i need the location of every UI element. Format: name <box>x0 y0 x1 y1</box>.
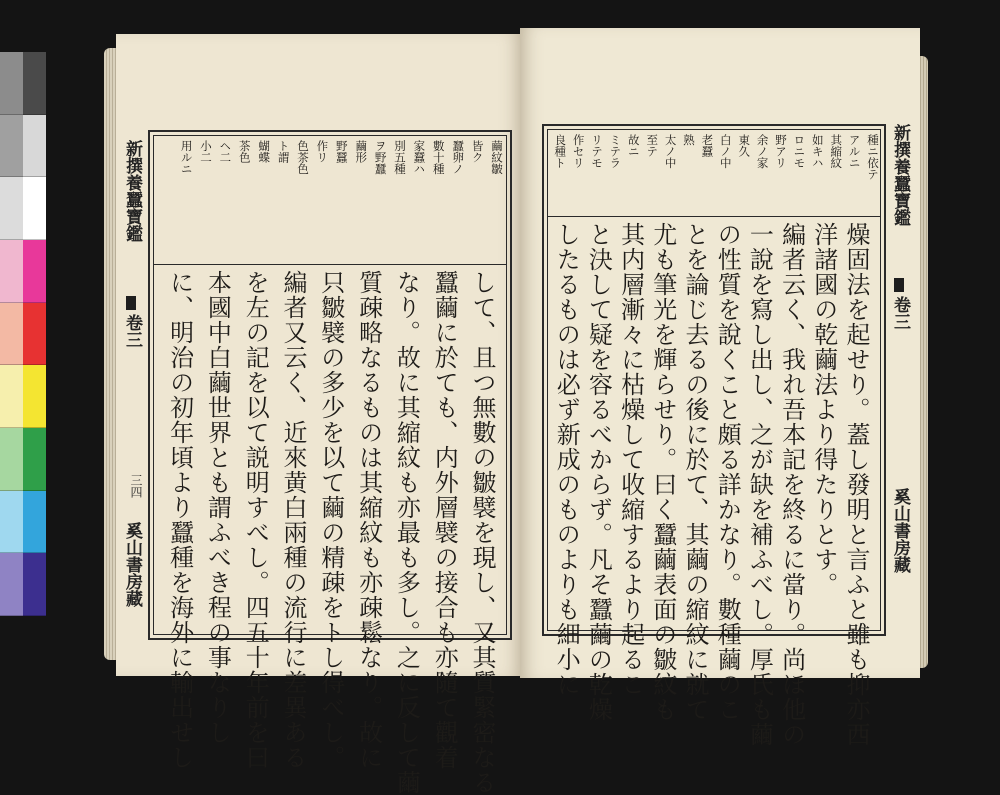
left-gutter-bar <box>126 296 136 310</box>
right-gutter-bar <box>894 278 904 292</box>
color-swatch <box>23 365 46 428</box>
note-line: 太ノ中 <box>663 134 678 169</box>
note-line: 種ニ依テ <box>866 134 880 180</box>
note-line: 熟 <box>682 134 696 146</box>
note-line: 蝴蝶 <box>257 140 272 163</box>
color-swatch <box>0 365 23 428</box>
text-line: 蠶繭に於ても、内外層襞の接合も亦隨て觀着 <box>430 270 459 770</box>
color-swatch <box>0 553 23 616</box>
left-page <box>116 34 522 795</box>
note-line: 白ノ中 <box>718 134 733 169</box>
note-line: 數十種 <box>431 140 446 175</box>
note-line: ト謂 <box>276 140 291 163</box>
note-line: 東久 <box>737 134 752 157</box>
color-swatch <box>0 177 23 240</box>
color-swatch <box>0 115 23 178</box>
left-gutter-title: 新撰養蠶寶鑑 <box>122 140 142 242</box>
color-strip-right-column <box>23 52 46 616</box>
text-line: 本國中白繭世界とも謂ふべき程の事なりし <box>203 270 232 745</box>
note-line: 繭紋皺 <box>490 140 504 175</box>
right-gutter-title: 新撰養蠶寶鑑 <box>890 124 910 226</box>
left-page-number: 三四 <box>129 474 143 498</box>
note-line: 色茶色 <box>296 140 310 175</box>
text-line: 編者又云く、近來黄白兩種の流行に差異ある <box>279 270 307 770</box>
color-swatch <box>0 428 23 491</box>
note-line: 余ノ家 <box>755 134 770 169</box>
text-line: 洋諸國の乾繭法より得たりとす。 <box>809 222 838 597</box>
note-line: 其縮紋 <box>829 134 844 169</box>
color-swatch <box>0 491 23 554</box>
right-gutter-volume: 卷三 <box>890 296 910 330</box>
left-publisher-mark: 奚山書房藏 <box>122 522 142 607</box>
note-line: 如キハ <box>810 134 825 169</box>
color-calibration-strip <box>0 52 46 616</box>
text-line: したるものは必ず新成のものよりも細小に <box>552 222 581 697</box>
right-publisher-mark: 奚山書房藏 <box>890 488 910 573</box>
note-line: リテモ <box>590 134 604 169</box>
color-swatch <box>0 240 23 303</box>
color-swatch <box>23 428 46 491</box>
text-line: 尤も筆光を輝らせり。曰く蠶繭表面の皺紋も <box>648 222 677 722</box>
text-line: と決して疑を容るべからず。凡そ蠶繭の乾燥 <box>584 222 613 722</box>
text-line: を左の記を以て説明すべし。四五十年前を曰 <box>241 270 270 770</box>
text-line: とを論じ去るの後に於て、其繭の縮紋に就て <box>681 222 709 722</box>
text-line: 只皺襞の多少を以て繭の精疎をトし得べし。 <box>316 270 345 770</box>
color-swatch <box>23 491 46 554</box>
text-line: して、且つ無數の皺襞を現し、又其質緊密なる <box>468 270 496 795</box>
color-strip-left-column <box>0 52 23 616</box>
note-line: 良種ト <box>553 134 568 169</box>
color-swatch <box>23 240 46 303</box>
note-line: 野アリ <box>774 134 788 169</box>
note-line: 老蠶 <box>700 134 715 157</box>
text-line: の性質を說くこと頗る詳かなり。數種繭のこ <box>713 222 742 722</box>
note-line: アルニ <box>847 134 862 169</box>
left-gutter-volume: 卷三 <box>122 314 142 348</box>
note-line: 作リ <box>315 140 330 163</box>
note-line: 故ニ <box>626 134 641 157</box>
color-swatch <box>23 177 46 240</box>
text-line: に、明治の初年頃より蠶種を海外に輸出せし <box>165 270 194 770</box>
color-swatch <box>0 52 23 115</box>
note-line: 至テ <box>645 134 660 157</box>
text-line: 燥固法を起せり。蓋し發明と言ふと雖も抑亦西 <box>842 222 870 747</box>
right-notes-divider <box>548 216 880 217</box>
open-book <box>94 26 936 795</box>
color-swatch <box>0 303 23 366</box>
note-line: 蠶卵ノ <box>451 140 466 175</box>
color-swatch <box>23 553 46 616</box>
note-line: ミテラ <box>608 134 623 169</box>
text-line: 編者云く、我れ吾本記を終るに當り。尚ほ他の <box>777 222 806 747</box>
text-line: 質疎略なるものは其縮紋も亦疎鬆なり。故に <box>354 270 383 770</box>
note-line: 作セリ <box>571 134 586 169</box>
text-line: 一說を寫し出し、之が缺を補ふべし。厚氏も繭 <box>745 222 774 747</box>
color-swatch <box>23 52 46 115</box>
note-line: 別五種 <box>393 140 407 175</box>
text-line: 其内層漸々に枯燥して收縮するより起るこ <box>616 222 645 697</box>
color-swatch <box>23 303 46 366</box>
right-text-frame <box>542 124 886 747</box>
left-text-frame <box>148 130 512 795</box>
color-swatch <box>23 115 46 178</box>
note-line: 繭形 <box>354 140 369 163</box>
note-line: 用ルニ <box>179 140 194 175</box>
note-line: 茶色 <box>237 140 252 163</box>
note-line: 野蠶 <box>334 140 349 163</box>
right-page <box>520 28 920 747</box>
note-line: 皆ク <box>470 140 485 163</box>
note-line: ヲ野蠶 <box>373 140 388 175</box>
left-notes-divider <box>154 264 506 265</box>
note-line: ヘ二 <box>218 140 233 163</box>
note-line: ロニモ <box>792 134 807 169</box>
text-line: なり。故に其縮紋も亦最も多し。之に反して繭 <box>392 270 421 795</box>
note-line: 家蠶ハ <box>412 140 427 175</box>
note-line: 小二 <box>199 140 213 163</box>
